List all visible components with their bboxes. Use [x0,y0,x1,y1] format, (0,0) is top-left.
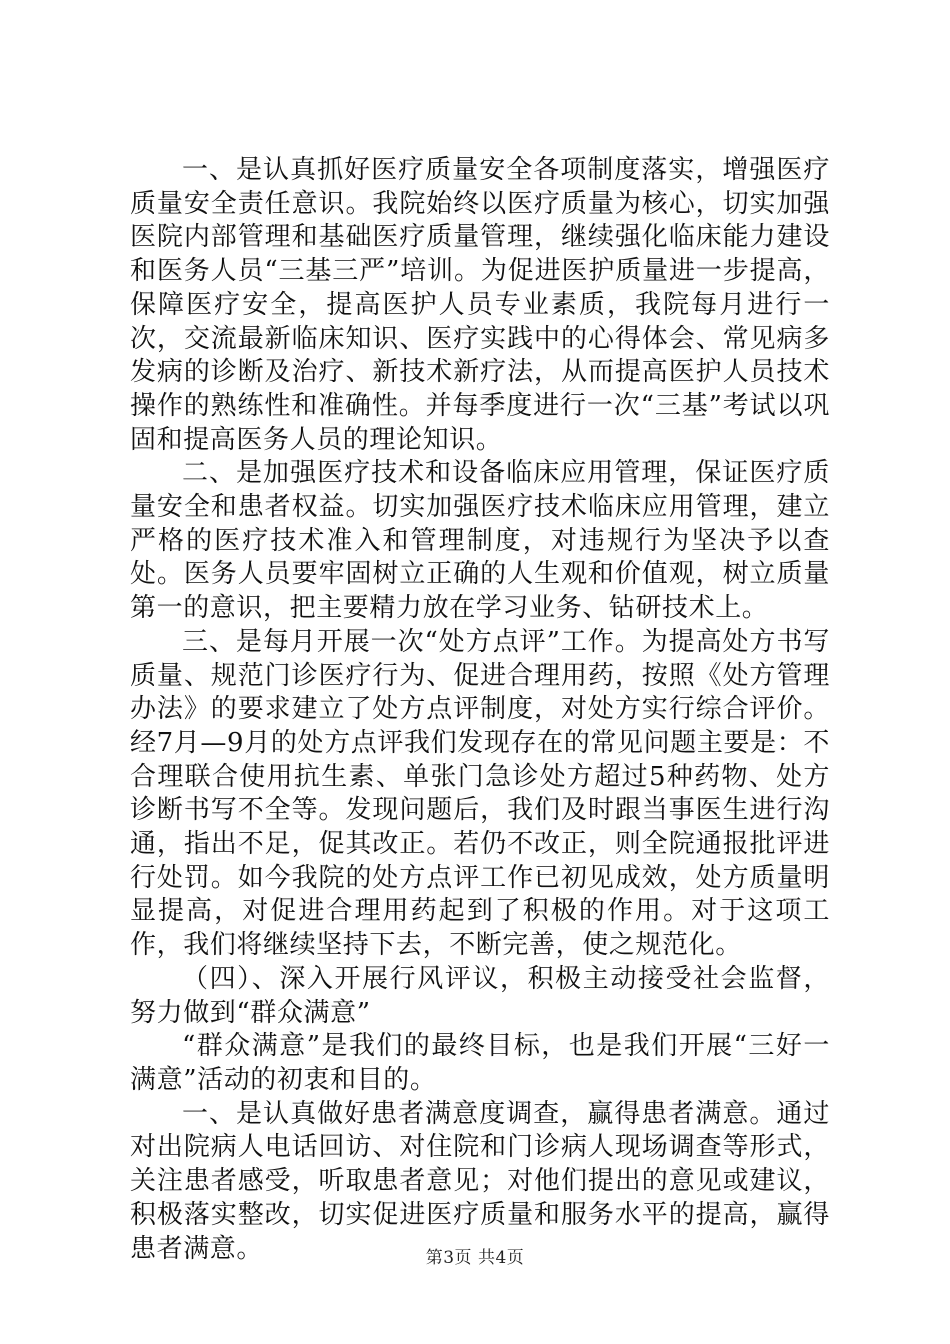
paragraph-patient-survey: 一、是认真做好患者满意度调查，赢得患者满意。通过对出院病人电话回访、对住院和门诊病人现场调查等形式，关注患者感受，听取患者意见；对他们提出的意见或建议，积极落实整改，切实促进医疗质量和服务水平的提高，赢得患者满意。 [130,1098,830,1264]
paragraph-satisfaction-goal: “群众满意”是我们的最终目标，也是我们开展“三好一满意”活动的初衷和目的。 [130,1031,830,1095]
page-number-footer: 第3页 共4页 [425,1248,525,1268]
paragraph-quality-safety: 一、是认真抓好医疗质量安全各项制度落实，增强医疗质量安全责任意识。我院始终以医疗质量为核心，切实加强医院内部管理和基础医疗质量管理，继续强化临床能力建设和医务人员“三基三严”培训。为促进医护质量进一步提高，保障医疗安全，提高医护人员专业素质，我院每月进行一次，交流最新临床知识、医疗实践中的心得体会、常见病多发病的诊断及治疗、新技术新疗法，从而提高医护人员技术操作的熟练性和准确性。并每季度进行一次“三基”考试以巩固和提高医务人员的理论知识。 [130,155,830,455]
paragraph-prescription-review: 三、是每月开展一次“处方点评”工作。为提高处方书写质量、规范门诊医疗行为、促进合理用药，按照《处方管理办法》的要求建立了处方点评制度，对处方实行综合评价。经7月—9月的处方点评我们发现存在的常见问题主要是：不合理联合使用抗生素、单张门急诊处方超过5种药物、处方诊断书写不全等。发现问题后，我们及时跟当事医生进行沟通，指出不足，促其改正。若仍不改正，则全院通报批评进行处罚。如今我院的处方点评工作已初见成效，处方质量明显提高，对促进合理用药起到了积极的作用。对于这项工作，我们将继续坚持下去，不断完善，使之规范化。 [130,626,830,961]
document-body [130,154,830,1266]
paragraph-technology-management: 二、是加强医疗技术和设备临床应用管理，保证医疗质量安全和患者权益。切实加强医疗技术临床应用管理，建立严格的医疗技术准入和管理制度，对违规行为坚决予以查处。医务人员要牢固树立正确的人生观和价值观，树立质量第一的意识，把主要精力放在学习业务、钻研技术上。 [130,458,830,624]
section-heading-public-satisfaction: （四）、深入开展行风评议，积极主动接受社会监督，努力做到“群众满意” [130,963,830,1028]
